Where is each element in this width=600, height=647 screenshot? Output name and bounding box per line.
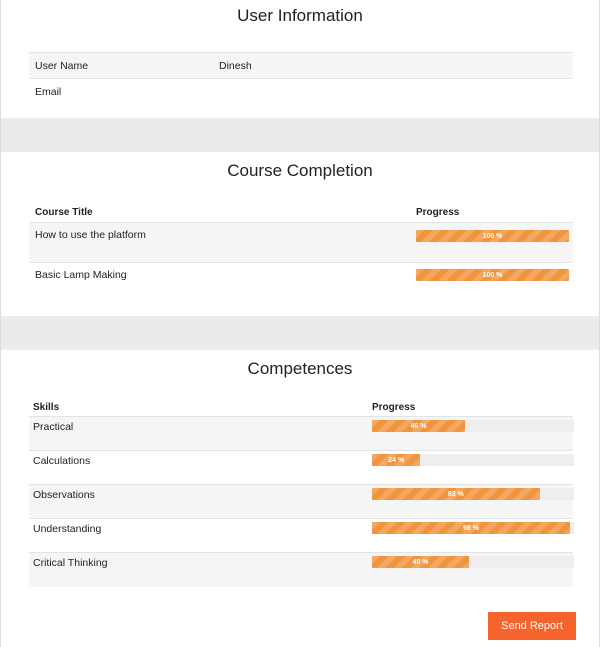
user-name-value: Dinesh — [219, 60, 252, 72]
course-row — [29, 262, 573, 303]
progress-bar: 83 % — [372, 488, 540, 500]
progress-track — [416, 230, 569, 242]
progress-track — [416, 269, 569, 281]
progress-track — [372, 454, 574, 466]
section-divider — [1, 118, 599, 152]
user-name-label: User Name — [35, 60, 89, 72]
user-name-row — [29, 52, 573, 79]
skill-row — [29, 518, 573, 553]
course-title-header: Course Title — [35, 206, 93, 218]
progress-bar: 100 % — [416, 230, 569, 242]
course-completion-section — [1, 152, 599, 316]
skills-progress-header: Progress — [372, 401, 416, 413]
skill-row — [29, 552, 573, 587]
send-report-button[interactable]: Send Report — [488, 612, 576, 640]
progress-track — [372, 556, 574, 568]
email-label: Email — [35, 86, 62, 98]
skill-name: Calculations — [33, 455, 91, 467]
course-title: How to use the platform — [35, 229, 146, 241]
skill-row — [29, 416, 573, 451]
course-completion-title: Course Completion — [227, 161, 373, 180]
email-row — [29, 78, 573, 105]
user-information-title: User Information — [237, 6, 363, 25]
progress-track — [372, 522, 574, 534]
skill-name: Observations — [33, 489, 95, 501]
progress-bar: 100 % — [416, 269, 569, 281]
progress-bar: 98 % — [372, 522, 570, 534]
skill-name: Critical Thinking — [33, 557, 108, 569]
skills-table-header — [33, 398, 573, 416]
section-divider — [1, 316, 599, 350]
course-table-header — [29, 202, 573, 222]
progress-bar: 46 % — [372, 420, 465, 432]
user-information-section — [1, 0, 599, 118]
skill-row — [29, 450, 573, 485]
course-progress-header: Progress — [416, 206, 460, 218]
progress-track — [372, 488, 574, 500]
progress-bar: 48 % — [372, 556, 469, 568]
progress-bar: 24 % — [372, 454, 420, 466]
skill-name: Practical — [33, 421, 74, 433]
competences-title: Competences — [247, 359, 353, 378]
competences-section — [1, 350, 599, 647]
progress-track — [372, 420, 574, 432]
skill-row — [29, 484, 573, 519]
course-title: Basic Lamp Making — [35, 269, 127, 281]
course-row — [29, 222, 573, 263]
skill-name: Understanding — [33, 523, 102, 535]
skills-header: Skills — [33, 401, 60, 413]
